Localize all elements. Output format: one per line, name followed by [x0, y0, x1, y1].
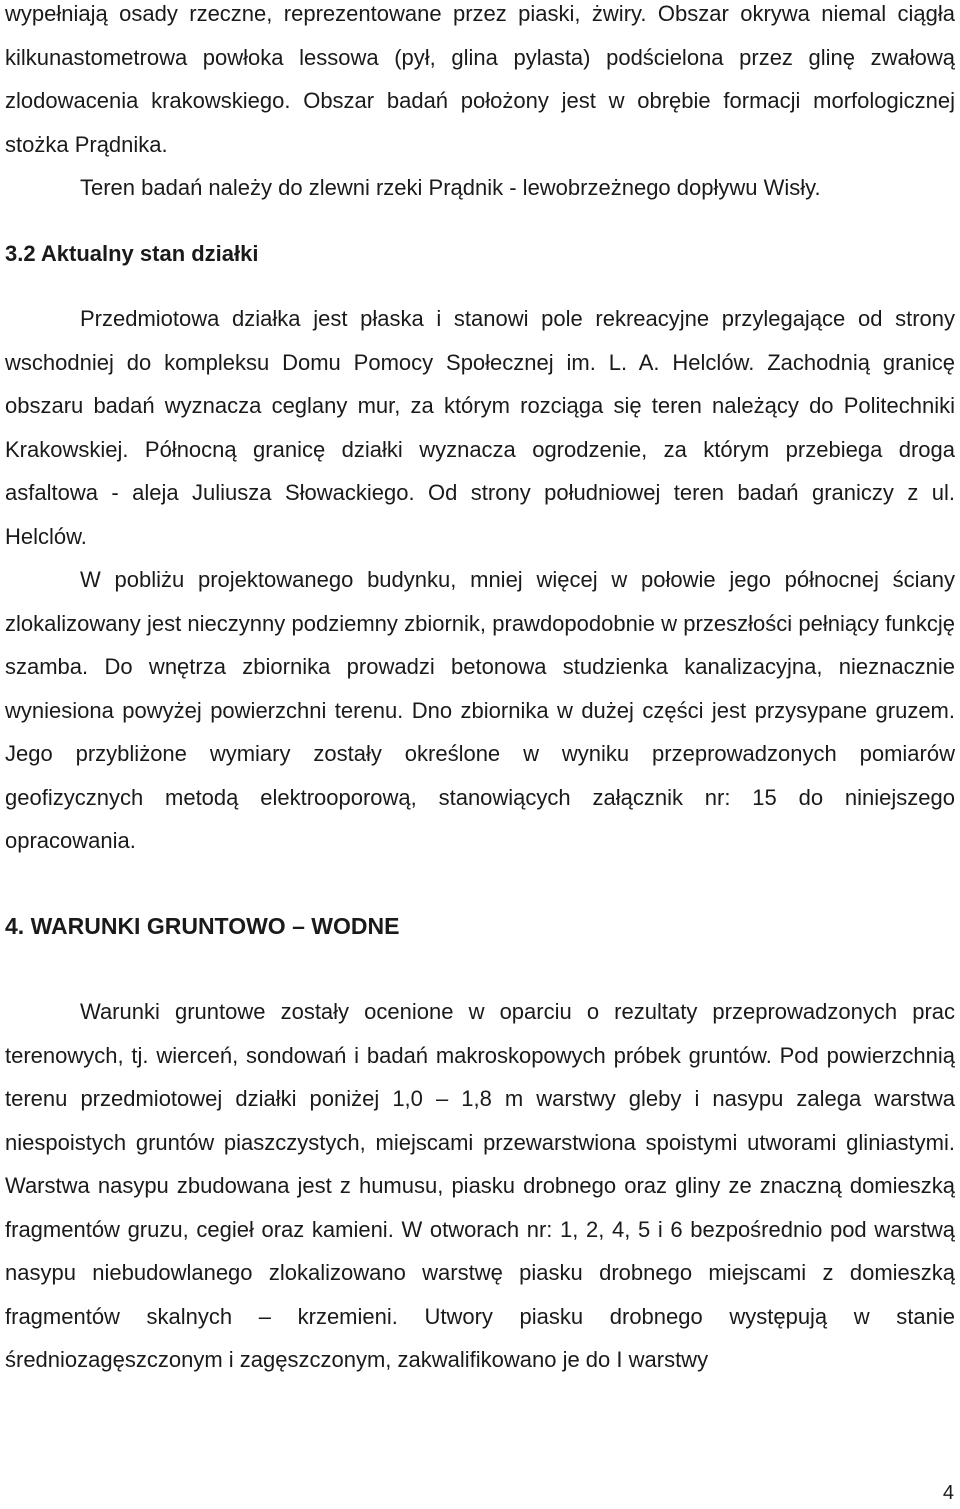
paragraph-underground-tank: W pobliżu projektowanego budynku, mniej więcej w połowie jego północnej ściany zlokalizowany jest nieczynny podziemny zbiornik, prawdopodobnie w przeszłości pełniący funkcję szamba. Do wnętrza zbiornika prowadzi betonowa studzienka kanalizacyjna, nieznacznie wyniesiona powyżej powierzchni terenu. Dno zbiornika w dużej części jest przysypane gruzem. Jego przybliżone wymiary zostały określone w wyniku przeprowadzonych pomiarów geofizycznych metodą elektrooporową, stanowiących załącznik nr: 15 do niniejszego opracowania. — [5, 567, 955, 853]
paragraph-geology: wypełniają osady rzeczne, reprezentowane przez piaski, żwiry. Obszar okrywa niemal ciągła kilkunastometrowa powłoka lessowa (pył, glina pylasta) podścielona przez glinę zwałową zlodowacenia krakowskiego. Obszar badań położony jest w obrębie formacji morfologicznej stożka Prądnika. — [5, 1, 955, 157]
paragraph-ground-conditions: Warunki gruntowe zostały ocenione w oparciu o rezultaty przeprowadzonych prac terenowych, tj. wierceń, sondowań i badań makroskopowych próbek gruntów. Pod powierzchnią terenu przedmiotowej działki poniżej 1,0 – 1,8 m warstwy gleby i nasypu zalega warstwa niespoistych gruntów piaszczystych, miejscami przewarstwiona spoistymi utworami gliniastymi. Warstwa nasypu zbudowana jest z humusu, piasku drobnego oraz gliny ze znaczną domieszką fragmentów gruzu, cegieł oraz kamieni. W otworach nr: 1, 2, 4, 5 i 6 bezpośrednio pod warstwą nasypu niebudowlanego zlokalizowano warstwę piasku drobnego miejscami z domieszką fragmentów skalnych – krzemieni. Utwory piasku drobnego występują w stanie średniozagęszczonym i zagęszczonym, zakwalifikowano je do I warstwy — [5, 999, 955, 1372]
paragraph-plot-state: Przedmiotowa działka jest płaska i stanowi pole rekreacyjne przylegające od strony wschodniej do kompleksu Domu Pomocy Społecznej im. L. A. Helclów. Zachodnią granicę obszaru badań wyznacza ceglany mur, za którym rozciąga się teren należący do Politechniki Krakowskiej. Północną granicę działki wyznacza ogrodzenie, za którym przebiega droga asfaltowa - aleja Juliusza Słowackiego. Od strony południowej teren badań graniczy z ul. Helclów. — [5, 306, 955, 549]
paragraph-catchment: Teren badań należy do zlewni rzeki Prądnik - lewobrzeżnego dopływu Wisły. — [80, 175, 821, 200]
section-heading-4: 4. WARUNKI GRUNTOWO – WODNE — [5, 912, 400, 939]
document-page — [5, 0, 955, 1509]
page-number: 4 — [942, 1482, 954, 1504]
section-heading-3-2: 3.2 Aktualny stan działki — [5, 240, 259, 266]
